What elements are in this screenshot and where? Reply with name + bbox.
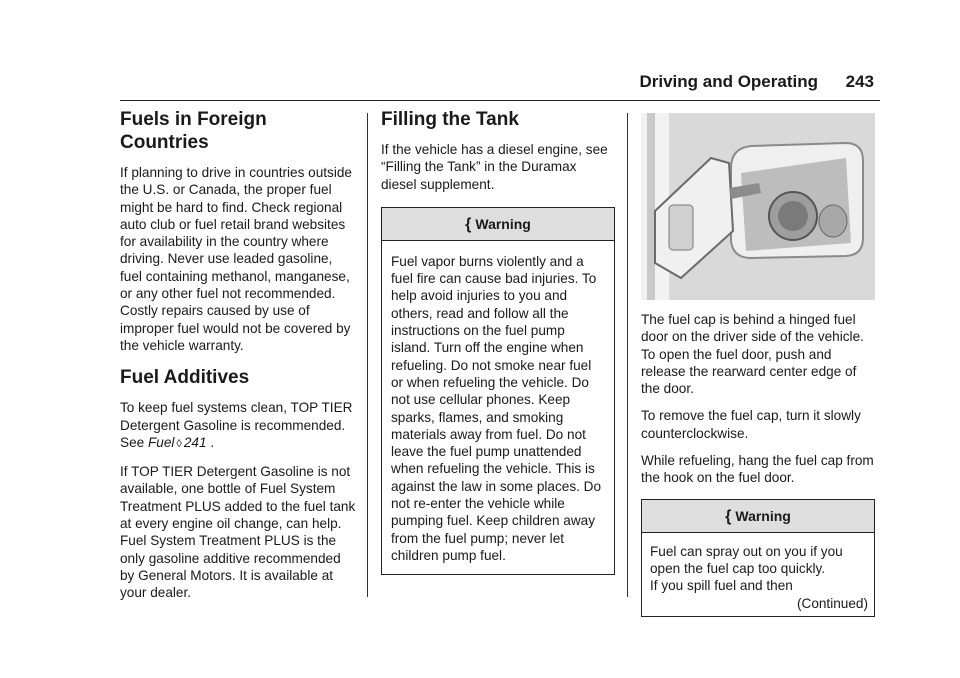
heading-filling-tank: Filling the Tank [381,109,519,130]
header-rule [120,100,880,101]
warning2-line-3: If you spill fuel and then [650,578,793,594]
warning-box-fuel-vapor [381,207,615,575]
warning2-line-2: open the fuel cap too quickly. [650,560,826,576]
paragraph-top-tier-end: . [206,434,215,450]
heading-fuel-additives: Fuel Additives [120,367,250,389]
column-2 [381,108,615,575]
heading-fuels-foreign: Fuels in Foreign Countries [120,109,267,153]
paragraph-remove-cap: To remove the fuel cap, turn it slowly counterclockwise. [641,408,861,441]
paragraph-fuel-cap-location: The fuel cap is behind a hinged fuel door on the driver side of the vehicle. To open the fuel door, push and release the rearward center edge of the door. [641,312,864,397]
warning-header-2 [642,500,874,533]
warning-box-fuel-spray [641,499,875,617]
section-title: Driving and Operating [639,72,818,91]
page-ref-icon: ◊ [176,437,182,450]
page-header [120,72,880,96]
page-number: 243 [845,72,874,91]
paragraph-fuel-system-treatment: If TOP TIER Detergent Gasoline is not available, one bottle of Fuel System Treatment PLUS added to the fuel tank at every engine oil change, can help. Fuel System Treatment PLUS is the only gasoline additive recommended by General Motors. It is available at your dealer. [120,464,356,601]
column-divider-1 [367,113,368,597]
paragraph-top-tier-text: To keep fuel systems clean, TOP TIER Detergent Gasoline is recommended. See [120,400,353,450]
warning-icon-2: { [725,507,732,525]
fuel-door-illustration [641,113,875,300]
fuel-page-ref[interactable]: 241 [183,434,207,450]
warning-title: Warning [475,215,531,232]
paragraph-foreign-fuels: If planning to drive in countries outside the U.S. or Canada, the proper fuel might be hard to find. Check regional auto club or fuel retail brand websites for availability in the country where driving. Never use leaded gasoline, fuel containing methanol, manganese, or any other fuel not recommended. Costly repairs caused by use of improper fuel would not be covered by the vehicle warranty. [120,165,352,353]
paragraph-diesel-note: If the vehicle has a diesel engine, see “Filling the Tank” in the Duramax diesel supplement. [381,142,608,192]
fuel-link[interactable]: Fuel [147,434,175,450]
warning-icon: { [465,215,472,233]
column-divider-2 [627,113,628,597]
paragraph-hang-cap: While refueling, hang the fuel cap from the hook on the fuel door. [641,453,874,486]
column-1 [120,108,356,602]
column-3 [641,113,875,617]
fuel-door-photo [641,113,875,300]
warning-header [382,208,614,241]
warning-title-2: Warning [735,507,791,524]
continued-note: (Continued) [796,595,868,611]
warning2-line-1: Fuel can spray out on you if you [650,543,843,559]
paragraph-top-tier [120,399,356,453]
warning-body: Fuel vapor burns violently and a fuel fire can cause bad injuries. To help avoid injuries to you and others, read and follow all the instructions on the fuel pump island. Turn off the engine when refueling. Do not smoke near fuel or when refueling the vehicle. Do not use cellular phones. Keep sparks, flames, and smoking materials away from fuel. Do not leave the fuel pump unattended when refueling the vehicle. This is against the law in some places. Do not re-enter the vehicle while pumping fuel. Keep children away from the fuel pump; never let children pump fuel. [391,253,602,563]
